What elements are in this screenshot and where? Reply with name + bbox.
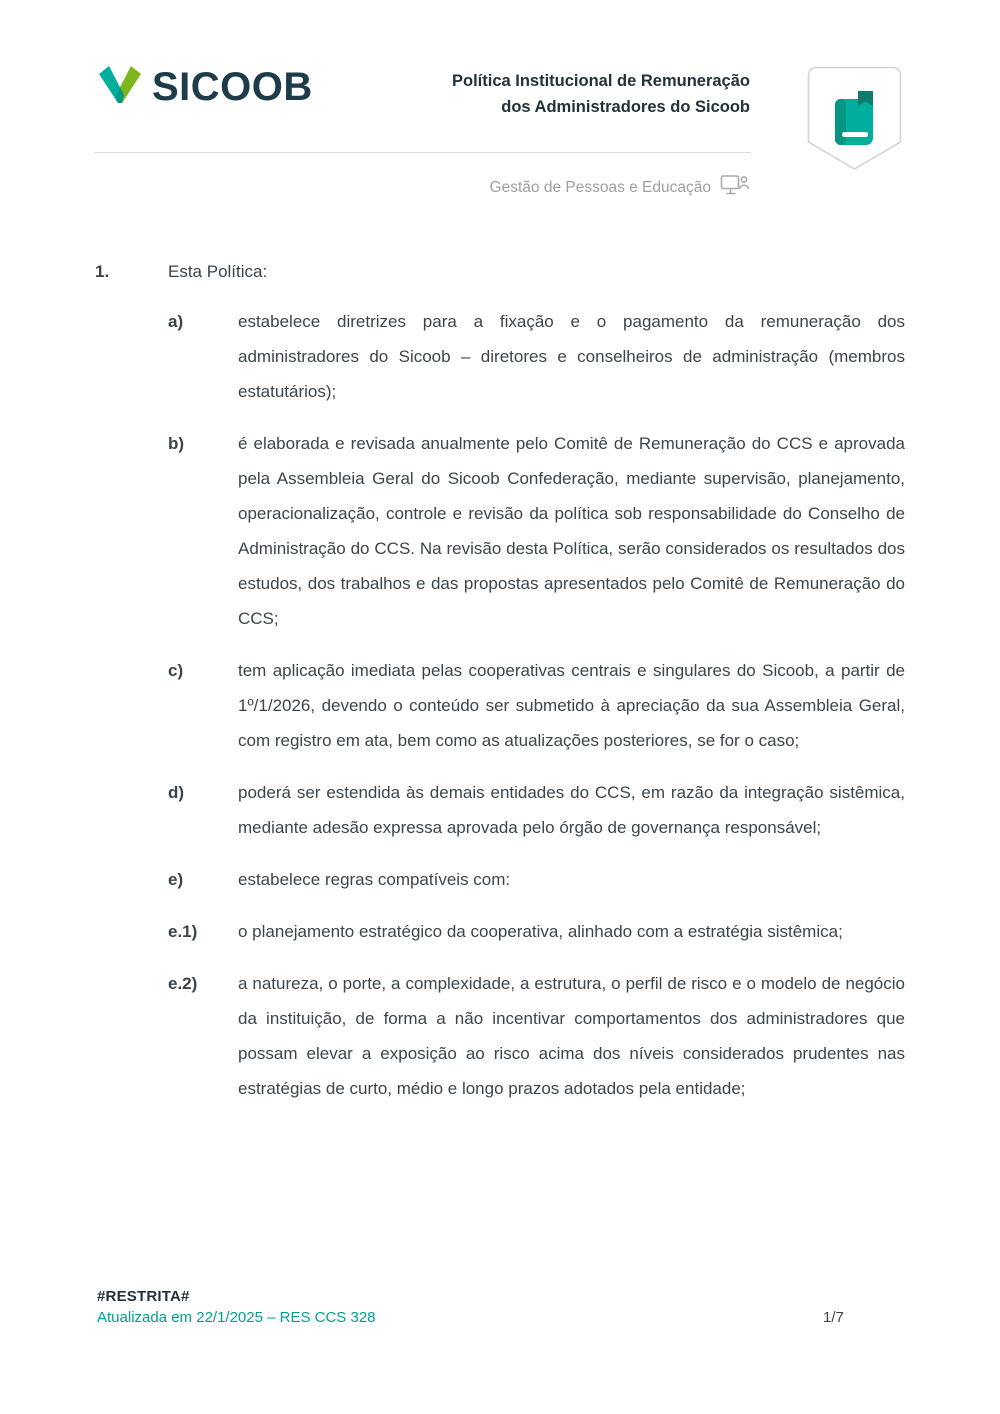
department-label: Gestão de Pessoas e Educação [489, 178, 711, 196]
list-item [95, 426, 905, 636]
item-label: e.1) [168, 922, 198, 941]
classification-label: #RESTRITA# [97, 1288, 190, 1305]
section-title: Esta Política: [168, 262, 268, 281]
updated-label: Atualizada em 22/1/2025 – RES CCS 328 [97, 1309, 376, 1326]
document-title [360, 68, 750, 120]
list-item [95, 966, 905, 1106]
brand-wordmark: SICOOB [152, 64, 313, 109]
item-text: tem aplicação imediata pelas cooperativas centrais e singulares do Sicoob, a partir de 1º/1/2026, devendo o conteúdo ser submetido à apreciação da sua Assembleia Geral, com registro em ata, bem como as atualizações posteriores, se for o caso; [238, 661, 905, 750]
item-label: e.2) [168, 974, 198, 993]
list-item [95, 775, 905, 845]
document-title-line1: Política Institucional de Remuneração [452, 72, 750, 90]
item-text: estabelece diretrizes para a fixação e o pagamento da remuneração dos administradores do Sicoob – diretores e conselheiros de administração (membros estatutários); [238, 312, 905, 401]
item-text: poderá ser estendida às demais entidades do CCS, em razão da integração sistêmica, mediante adesão expressa aprovada pelo órgão de governança responsável; [238, 783, 905, 837]
header-divider [95, 152, 751, 153]
sicoob-v-icon [97, 64, 143, 109]
department-line [360, 172, 750, 203]
document-title-line2: dos Administradores do Sicoob [501, 98, 750, 116]
item-text: a natureza, o porte, a complexidade, a estrutura, o perfil de risco e o modelo de negócio da instituição, de forma a não incentivar comportamentos dos administradores que possam elevar a exposição ao risco acima dos níveis considerados prudentes nas estratégias de curto, médio e longo prazos adotados pela entidade; [238, 974, 905, 1098]
section-heading [95, 262, 905, 282]
book-badge-icon [807, 66, 902, 174]
item-label: e) [168, 870, 184, 889]
section-number: 1. [95, 262, 110, 281]
list-item [95, 653, 905, 758]
list-item [95, 914, 905, 949]
policy-body [95, 262, 905, 1123]
item-text: o planejamento estratégico da cooperativa, alinhado com a estratégia sistêmica; [238, 922, 843, 941]
item-label: b) [168, 434, 185, 453]
sicoob-logo [97, 64, 313, 109]
list-item [95, 304, 905, 409]
item-label: a) [168, 312, 184, 331]
item-text: estabelece regras compatíveis com: [238, 870, 511, 889]
workstation-icon [720, 172, 750, 203]
item-label: d) [168, 783, 185, 802]
page-number: 1/7 [823, 1309, 844, 1326]
item-label: c) [168, 661, 184, 680]
item-text: é elaborada e revisada anualmente pelo Comitê de Remuneração do CCS e aprovada pela Assembleia Geral do Sicoob Confederação, mediante supervisão, planejamento, operacionalização, controle e revisão da política sob responsabilidade do Conselho de Administração do CCS. Na revisão desta Política, serão considerados os resultados dos estudos, dos trabalhos e das propostas apresentados pelo Comitê de Remuneração do CCS; [238, 434, 905, 628]
list-item [95, 862, 905, 897]
